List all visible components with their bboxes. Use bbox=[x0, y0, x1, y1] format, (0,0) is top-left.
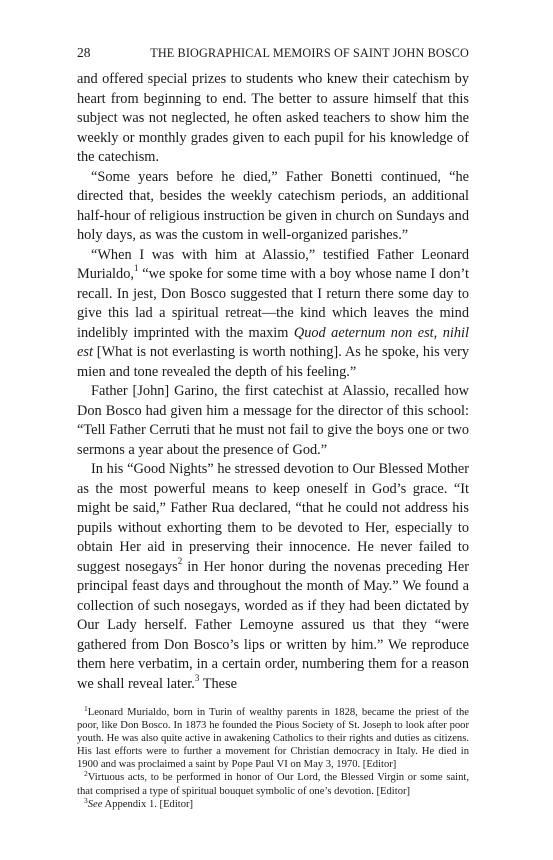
paragraph-3-text-a: “When I was with him at Alassio,” testified Father Leonard Murialdo, bbox=[77, 246, 469, 283]
paragraph-5 bbox=[77, 460, 469, 694]
paragraph-5-text-c: These bbox=[199, 675, 237, 692]
footnote-1 bbox=[77, 706, 469, 771]
paragraph-1: and offered special prizes to students who knew their catechism by heart from beginning to end. The better to assure himself that this subject was not neglected, he often asked teachers to show him the weekly or monthly grades given to each pupil for his knowledge of the catechism. bbox=[77, 71, 469, 166]
footnote-2-text: Virtuous acts, to be performed in honor of Our Lord, the Blessed Virgin or some saint, that comprised a type of spiritual bouquet symbolic of one’s devotion. [Editor] bbox=[77, 772, 469, 797]
footnote-reference-3: 3 bbox=[194, 672, 200, 683]
footnote-3-text: Appendix 1. [Editor] bbox=[102, 798, 194, 810]
paragraph-5-text-b: in Her honor during the novenas preceding Her principal feast days and throughout the month of May.” We found a collection of such nosegays, worded as if they had been dictated by Our Lady herself. Father Lemoyne assured us that they “were gathered from Don Bosco’s lips or written by him.” We reproduce them here verbatim, in a certain order, numbering them for a reason we shall reveal later. bbox=[77, 558, 469, 692]
footnote-2-mark: 2 bbox=[84, 769, 88, 779]
paragraph-4: Father [John] Garino, the first catechist at Alassio, recalled how Don Bosco had given him a message for the director of this school: “Tell Father Cerruti that he must not fail to give the boys one or two sermons a year about the presence of God.” bbox=[77, 383, 469, 458]
paragraph-3-text-c: [What is not everlasting is worth nothing]. As he spoke, his very mien and tone revealed the depth of his feeling.” bbox=[77, 344, 469, 380]
footnote-1-text: Leonard Murialdo, born in Turin of wealthy parents in 1828, became the priest of the poor, like Don Bosco. In 1873 he founded the Pious Society of St. Joseph to look after poor youth. He was also quite active in awakening Catholics to their rights and duties as citizens. His last efforts were to further a movement for Christian democracy in Italy. He died in 1900 and was proclaimed a saint by Pope Paul VI on May 3, 1970. [Editor] bbox=[77, 707, 469, 771]
paragraph-3 bbox=[77, 246, 469, 383]
footnote-reference-1: 1 bbox=[133, 263, 139, 274]
paragraph-3-text-b: “we spoke for some time with a boy whose name I don’t recall. In jest, Don Bosco suggested that I return there some day to give this lad a spiritual retreat—the kind which leaves the mind indelibly imprinted with the maxim bbox=[77, 266, 469, 341]
running-head bbox=[77, 43, 469, 63]
footnote-1-mark: 1 bbox=[84, 704, 88, 713]
footnote-2 bbox=[77, 771, 469, 797]
body-text bbox=[77, 70, 469, 695]
footnote-reference-2: 2 bbox=[177, 555, 183, 566]
footnotes bbox=[77, 706, 469, 811]
paragraph-2: “Some years before he died,” Father Bonetti continued, “he directed that, besides the weekly catechism periods, an additional half-hour of religious instruction be given in church on Sundays and holy days, as was the custom in well-organized parishes.” bbox=[77, 168, 469, 244]
paragraph-5-text-a: In his “Good Nights” he stressed devotion to Our Blessed Mother as the most powerful means to keep oneself in God’s grace. “It might be said,” Father Rua declared, “that he could not address his pupils without exhorting them to be devoted to Her, especially to obtain Her aid in preserving their innocence. He never failed to suggest nosegays bbox=[77, 461, 469, 575]
footnote-3-see: See bbox=[87, 798, 103, 810]
latin-maxim: Quod aeternum non est, nihil est bbox=[77, 324, 469, 361]
running-title: THE BIOGRAPHICAL MEMOIRS OF SAINT JOHN BOSCO bbox=[150, 46, 469, 60]
footnote-3-mark: 3 bbox=[84, 795, 88, 805]
page-number: 28 bbox=[77, 45, 91, 60]
footnote-3 bbox=[77, 795, 469, 811]
